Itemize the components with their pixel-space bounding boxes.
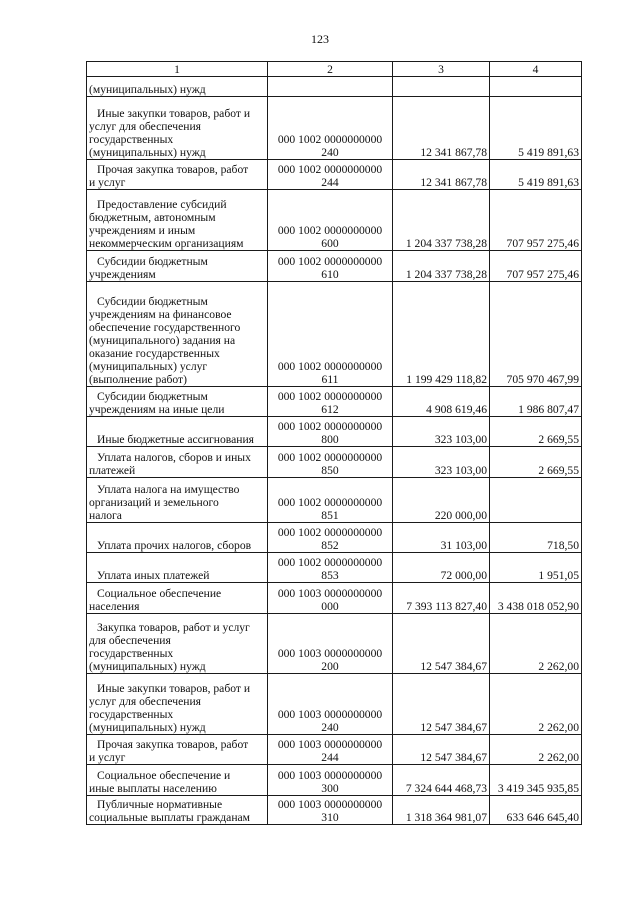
row-code-line: 000 1003 0000000000 <box>277 708 383 721</box>
row-value-col4: 705 970 467,99 <box>490 282 582 387</box>
row-name-lines <box>89 255 265 281</box>
row-value-col4: 2 262,00 <box>490 674 582 735</box>
row-name-line: услуг для обеспечения <box>89 120 201 133</box>
row-code-line: 000 1002 0000000000 <box>277 360 383 373</box>
row-code-line: 853 <box>321 569 339 582</box>
row-code-line: 000 1002 0000000000 <box>277 224 383 237</box>
row-name-line: Прочая закупка товаров, работ <box>97 738 249 751</box>
row-name-lines <box>89 83 265 96</box>
table-row <box>87 735 582 765</box>
row-name-line: Субсидии бюджетным <box>97 390 208 403</box>
row-name-line: государственных <box>89 708 174 721</box>
row-name <box>87 583 268 614</box>
row-code-line: 000 1002 0000000000 <box>277 390 383 403</box>
table-row <box>87 97 582 160</box>
row-value-col4: 718,50 <box>490 523 582 553</box>
row-name <box>87 735 268 765</box>
row-name <box>87 190 268 251</box>
row-name-line: Публичные нормативные <box>97 798 223 811</box>
row-value-col3 <box>393 77 490 97</box>
row-code-line: 000 1002 0000000000 <box>277 133 383 146</box>
row-name <box>87 553 268 583</box>
row-code <box>268 674 393 735</box>
row-name-lines <box>89 390 265 416</box>
row-value-col3: 12 547 384,67 <box>393 674 490 735</box>
table-row <box>87 77 582 97</box>
row-name-line: учреждениям <box>89 268 156 281</box>
table-row <box>87 447 582 478</box>
row-value-col3: 1 199 429 118,82 <box>393 282 490 387</box>
row-code <box>268 190 393 251</box>
row-code-line: 000 1003 0000000000 <box>277 587 383 600</box>
table-row <box>87 523 582 553</box>
row-code-line: 244 <box>321 751 339 764</box>
table-row <box>87 674 582 735</box>
row-name-line: Уплата налогов, сборов и иных <box>97 451 251 464</box>
row-name <box>87 160 268 190</box>
row-code-line: 200 <box>321 660 339 673</box>
row-code <box>268 478 393 523</box>
row-value-col4: 2 669,55 <box>490 447 582 478</box>
row-name <box>87 447 268 478</box>
row-code <box>268 523 393 553</box>
row-value-col4: 5 419 891,63 <box>490 97 582 160</box>
table-row <box>87 282 582 387</box>
row-code <box>268 251 393 282</box>
row-name-line: некоммерческим организациям <box>89 237 244 250</box>
row-name-line: государственных <box>89 647 174 660</box>
row-code-line: 310 <box>321 811 339 824</box>
row-name-line: Субсидии бюджетным <box>97 255 208 268</box>
row-name-lines <box>89 295 265 386</box>
table-row <box>87 583 582 614</box>
row-code-line: 000 1003 0000000000 <box>277 647 383 660</box>
row-name-line: Социальное обеспечение и <box>97 769 231 782</box>
column-header-1: 1 <box>87 62 268 77</box>
table-row <box>87 160 582 190</box>
row-code <box>268 796 393 825</box>
table-row <box>87 796 582 825</box>
row-value-col4: 5 419 891,63 <box>490 160 582 190</box>
row-code-line: 000 1003 0000000000 <box>277 738 383 751</box>
row-name <box>87 387 268 417</box>
row-name-line: бюджетным, автономным <box>89 211 216 224</box>
row-value-col3: 1 204 337 738,28 <box>393 190 490 251</box>
column-header-4: 4 <box>490 62 582 77</box>
row-name-lines <box>89 198 265 250</box>
row-code-line: 240 <box>321 721 339 734</box>
row-code-line: 000 1002 0000000000 <box>277 420 383 433</box>
row-name-line: Иные закупки товаров, работ и <box>97 682 251 695</box>
row-name-lines <box>89 738 265 764</box>
row-value-col4: 3 419 345 935,85 <box>490 765 582 796</box>
row-name-line: оказание государственных <box>89 347 220 360</box>
row-name-line: учреждениям на финансовое <box>89 308 232 321</box>
row-name-lines <box>89 682 265 734</box>
row-name-line: (муниципальных) нужд <box>89 660 206 673</box>
row-name-line: (муниципальных) нужд <box>89 721 206 734</box>
row-code-line: 000 1002 0000000000 <box>277 163 383 176</box>
row-value-col3: 12 341 867,78 <box>393 97 490 160</box>
row-code <box>268 765 393 796</box>
row-name <box>87 674 268 735</box>
row-name-lines <box>89 163 265 189</box>
row-name <box>87 614 268 674</box>
row-code-line: 852 <box>321 539 339 552</box>
row-code <box>268 97 393 160</box>
row-value-col3: 323 103,00 <box>393 447 490 478</box>
row-name-line: Субсидии бюджетным <box>97 295 208 308</box>
row-code-line: 800 <box>321 433 339 446</box>
row-code-line: 244 <box>321 176 339 189</box>
row-code-line: 850 <box>321 464 339 477</box>
row-value-col4: 1 951,05 <box>490 553 582 583</box>
row-value-col4: 707 957 275,46 <box>490 251 582 282</box>
row-code-line: 000 1002 0000000000 <box>277 556 383 569</box>
row-name-line: Уплата прочих налогов, сборов <box>97 539 252 552</box>
row-code-line: 600 <box>321 237 339 250</box>
row-value-col3: 12 341 867,78 <box>393 160 490 190</box>
row-name <box>87 282 268 387</box>
row-value-col3: 1 204 337 738,28 <box>393 251 490 282</box>
row-code-line: 000 1003 0000000000 <box>277 798 383 811</box>
row-name-lines <box>89 621 265 673</box>
table-row <box>87 387 582 417</box>
row-value-col4: 2 669,55 <box>490 417 582 447</box>
table-row <box>87 765 582 796</box>
row-code-line: 851 <box>321 509 339 522</box>
row-name-line: платежей <box>89 464 136 477</box>
row-name-line: Социальное обеспечение <box>97 587 222 600</box>
row-name-lines <box>89 483 265 522</box>
row-code-line: 000 1002 0000000000 <box>277 451 383 464</box>
row-code-line: 000 1002 0000000000 <box>277 526 383 539</box>
row-code <box>268 387 393 417</box>
row-value-col4: 2 262,00 <box>490 735 582 765</box>
row-name <box>87 417 268 447</box>
budget-table-body <box>87 62 582 825</box>
row-value-col4 <box>490 77 582 97</box>
row-code <box>268 735 393 765</box>
column-number-row <box>87 62 582 77</box>
row-code <box>268 583 393 614</box>
row-value-col3: 7 393 113 827,40 <box>393 583 490 614</box>
row-name-line: и услуг <box>89 751 126 764</box>
row-name-line: (выполнение работ) <box>89 373 187 386</box>
row-name-line: обеспечение государственного <box>89 321 241 334</box>
row-code-line: 000 <box>321 600 339 613</box>
row-code <box>268 77 393 97</box>
row-name-lines <box>89 769 265 795</box>
column-header-2: 2 <box>268 62 393 77</box>
row-value-col3: 12 547 384,67 <box>393 735 490 765</box>
row-name-lines <box>89 569 265 582</box>
row-name-line: Прочая закупка товаров, работ <box>97 163 249 176</box>
row-name-line: для обеспечения <box>89 634 171 647</box>
row-name-lines <box>89 798 265 824</box>
row-name-line: Закупка товаров, работ и услуг <box>97 621 250 634</box>
row-name-line: и услуг <box>89 176 126 189</box>
row-code <box>268 417 393 447</box>
budget-table <box>86 61 582 825</box>
row-value-col4: 633 646 645,40 <box>490 796 582 825</box>
column-header-3: 3 <box>393 62 490 77</box>
row-code-line: 000 1002 0000000000 <box>277 255 383 268</box>
row-name-line: учреждениям и иным <box>89 224 196 237</box>
row-code-line: 610 <box>321 268 339 281</box>
row-value-col3: 4 908 619,46 <box>393 387 490 417</box>
row-value-col3: 12 547 384,67 <box>393 614 490 674</box>
row-name-line: (муниципальных) нужд <box>89 83 206 96</box>
row-name <box>87 478 268 523</box>
row-name-line: (муниципальных) нужд <box>89 146 206 159</box>
row-code-line: 300 <box>321 782 339 795</box>
row-name-line: учреждениям на иные цели <box>89 403 225 416</box>
row-value-col4: 2 262,00 <box>490 614 582 674</box>
row-name-line: услуг для обеспечения <box>89 695 201 708</box>
row-code-line: 611 <box>321 373 339 386</box>
row-name-line: Иные бюджетные ассигнования <box>97 433 254 446</box>
row-name-lines <box>89 587 265 613</box>
table-row <box>87 190 582 251</box>
row-name <box>87 523 268 553</box>
row-code <box>268 553 393 583</box>
row-name-line: Иные закупки товаров, работ и <box>97 107 251 120</box>
row-name <box>87 765 268 796</box>
row-value-col4 <box>490 478 582 523</box>
row-code-line: 000 1002 0000000000 <box>277 496 383 509</box>
row-code-line: 000 1003 0000000000 <box>277 769 383 782</box>
row-name-line: государственных <box>89 133 174 146</box>
row-code <box>268 614 393 674</box>
row-value-col4: 3 438 018 052,90 <box>490 583 582 614</box>
row-name <box>87 97 268 160</box>
row-name-line: социальные выплаты гражданам <box>89 811 251 824</box>
table-row <box>87 553 582 583</box>
row-name-line: налога <box>89 509 122 522</box>
row-value-col3: 323 103,00 <box>393 417 490 447</box>
row-name <box>87 251 268 282</box>
row-value-col3: 72 000,00 <box>393 553 490 583</box>
row-name-lines <box>89 451 265 477</box>
table-row <box>87 417 582 447</box>
table-row <box>87 251 582 282</box>
row-value-col3: 1 318 364 981,07 <box>393 796 490 825</box>
row-name-line: (муниципальных) услуг <box>89 360 208 373</box>
row-name-lines <box>89 539 265 552</box>
row-code-line: 612 <box>321 403 339 416</box>
row-code <box>268 447 393 478</box>
table-row <box>87 614 582 674</box>
row-value-col3: 220 000,00 <box>393 478 490 523</box>
row-name-line: населения <box>89 600 140 613</box>
row-code <box>268 282 393 387</box>
row-name-line: Уплата иных платежей <box>97 569 210 582</box>
row-code-line: 240 <box>321 146 339 159</box>
row-name <box>87 77 268 97</box>
page-number: 123 <box>311 32 329 46</box>
row-value-col4: 1 986 807,47 <box>490 387 582 417</box>
row-name-lines <box>89 107 265 159</box>
row-name-line: Уплата налога на имущество <box>97 483 240 496</box>
row-value-col3: 7 324 644 468,73 <box>393 765 490 796</box>
row-name-line: (муниципального) задания на <box>89 334 236 347</box>
row-name-lines <box>89 433 265 446</box>
row-code <box>268 160 393 190</box>
row-name-line: организаций и земельного <box>89 496 219 509</box>
row-name-line: иные выплаты населению <box>89 782 217 795</box>
table-row <box>87 478 582 523</box>
row-name <box>87 796 268 825</box>
row-value-col3: 31 103,00 <box>393 523 490 553</box>
row-name-line: Предоставление субсидий <box>97 198 227 211</box>
row-value-col4: 707 957 275,46 <box>490 190 582 251</box>
